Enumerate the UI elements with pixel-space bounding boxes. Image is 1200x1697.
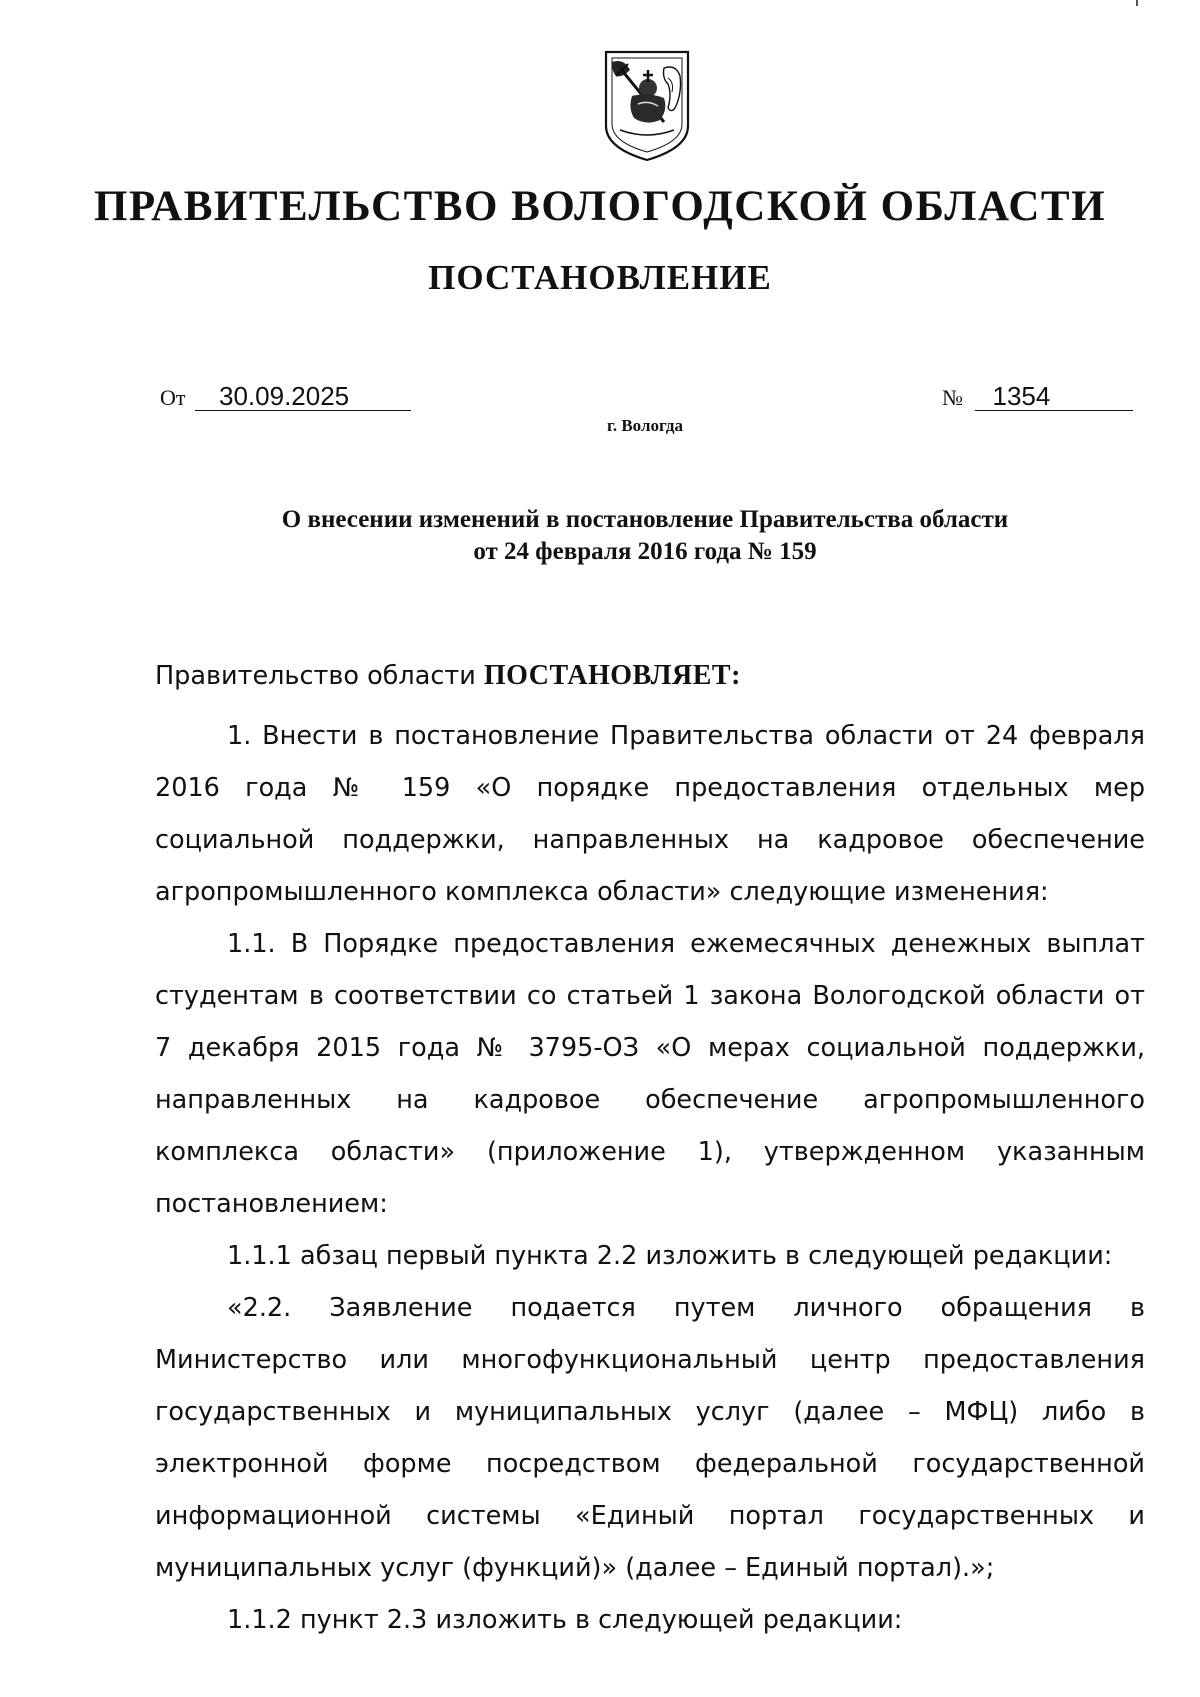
decree-intro xyxy=(155,650,1145,702)
city: г. Вологда xyxy=(607,416,683,435)
decree-intro-text: Правительство области xyxy=(155,661,484,691)
decree-keyword: ПОСТАНОВЛЯЕТ: xyxy=(483,660,741,691)
scan-mark xyxy=(1136,0,1138,6)
date-block xyxy=(160,382,411,411)
paragraph-1-1-1: 1.1.1 абзац первый пункта 2.2 изложить в следующей редакции: xyxy=(227,1241,1113,1271)
subject-line-1: О внесении изменений в постановление Правительства области xyxy=(281,506,1009,533)
paragraph-1: 1. Внести в постановление Правительства области от 24 февраля 2016 года № 159 «О порядке предоставления отдельных мер социальной поддержки, направленных на кадровое обеспечение агропромышленного комплекса области» следующие изменения: xyxy=(155,721,1145,907)
subject-line-2: от 24 февраля 2016 года № 159 xyxy=(473,538,817,565)
document-subject xyxy=(0,504,1200,568)
government-title: ПРАВИТЕЛЬСТВО ВОЛОГОДСКОЙ ОБЛАСТИ xyxy=(93,183,1107,230)
document-number: 1354 xyxy=(975,382,1133,411)
date-prefix: От xyxy=(160,385,186,410)
document-body xyxy=(155,650,1145,1646)
paragraph-1-1: 1.1. В Порядке предоставления ежемесячных денежных выплат студентам в соответствии со статьей 1 закона Вологодской области от 7 декабря 2015 года № 3795-ОЗ «О мерах социальной поддержки, направленных на кадровое обеспечение агропромышленного комплекса области» (приложение 1), утвержденном указанным постановлением: xyxy=(155,929,1145,1219)
document-type: ПОСТАНОВЛЕНИЕ xyxy=(428,258,772,297)
paragraph-1-1-2: 1.1.2 пункт 2.3 изложить в следующей редакции: xyxy=(227,1605,903,1635)
document-date: 30.09.2025 xyxy=(195,382,411,411)
coat-of-arms-icon xyxy=(602,48,692,163)
number-block xyxy=(942,382,1133,411)
number-prefix: № xyxy=(942,385,963,410)
paragraph-quote-2-2: «2.2. Заявление подается путем личного обращения в Министерство или многофункциональный центр предоставления государственных и муниципальных услуг (далее – МФЦ) либо в электронной форме посредством федеральной государственной информационной системы «Единый портал государственных и муниципальных услуг (функций)» (далее – Единый портал).»; xyxy=(155,1293,1145,1583)
